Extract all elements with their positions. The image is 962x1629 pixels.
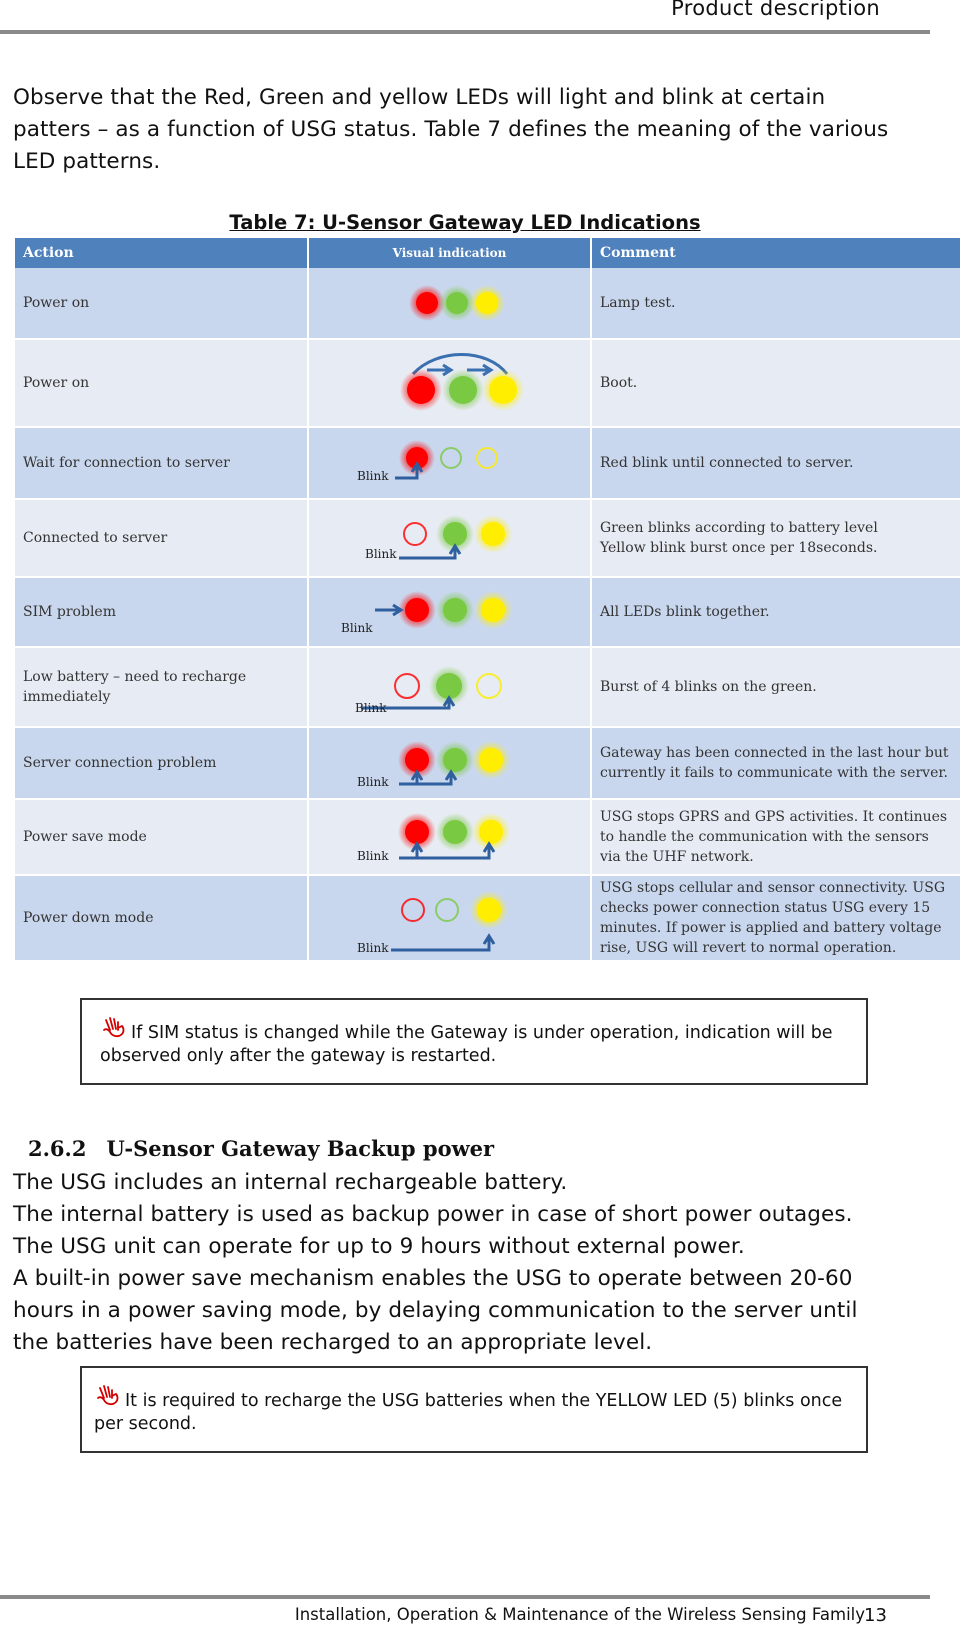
led-pattern — [309, 648, 590, 726]
red-led-off — [402, 899, 424, 921]
section-title: U-Sensor Gateway Backup power — [106, 1136, 495, 1161]
table-row — [15, 875, 961, 961]
recharge-note-text: It is required to recharge the USG batteries when the YELLOW LED (5) blinks once per second. — [94, 1391, 843, 1434]
body-line: The USG unit can operate for up to 9 hours without external power. — [13, 1234, 745, 1259]
row-action: Server connection problem — [15, 727, 308, 799]
led-pattern — [309, 876, 590, 960]
led-pattern — [309, 428, 590, 498]
visual-indication — [308, 647, 591, 727]
visual-indication — [308, 875, 591, 961]
led-pattern — [309, 728, 590, 798]
table-row — [15, 499, 961, 577]
led-pattern — [309, 340, 590, 426]
body-line: hours in a power saving mode, by delaying communication to the server until — [13, 1298, 858, 1323]
row-comment: Red blink until connected to server. — [591, 427, 961, 499]
red-led-off — [395, 674, 419, 698]
led-indicator-graphic — [309, 876, 590, 960]
visual-indication — [308, 339, 591, 427]
visual-indication — [308, 427, 591, 499]
table-row — [15, 647, 961, 727]
yellow-led-on — [489, 376, 517, 404]
table-row — [15, 799, 961, 875]
row-comment: Green blinks according to battery level Yellow blink burst once per 18seconds. — [591, 499, 961, 577]
column-header-visual: Visual indication — [308, 238, 591, 268]
led-indicator-graphic — [309, 728, 590, 798]
led-indicator-graphic — [309, 500, 590, 576]
blink-label: Blink — [341, 621, 373, 635]
green-led-on — [436, 673, 462, 699]
recharge-note-box — [80, 1366, 868, 1453]
yellow-led-off — [477, 448, 497, 468]
led-pattern — [309, 500, 590, 576]
pointing-hand-icon — [100, 1016, 128, 1044]
red-led-on — [407, 376, 435, 404]
row-comment: Boot. — [591, 339, 961, 427]
led-pattern — [309, 268, 590, 338]
red-led-on — [405, 598, 429, 622]
blink-label: Blink — [357, 469, 389, 483]
yellow-led-on — [476, 292, 498, 314]
row-action: Power on — [15, 339, 308, 427]
row-action: Connected to server — [15, 499, 308, 577]
green-led-off — [441, 448, 461, 468]
red-led-off — [404, 523, 426, 545]
blink-label: Blink — [357, 941, 389, 955]
row-comment: Lamp test. — [591, 268, 961, 339]
table-row — [15, 339, 961, 427]
row-action: Power on — [15, 268, 308, 339]
yellow-led-on — [481, 522, 505, 546]
row-comment: USG stops cellular and sensor connectivity. USG checks power connection status USG every 15 minutes. If power is applied and battery voltage rise, USG will revert to normal operation. — [591, 875, 961, 961]
column-header-action: Action — [15, 238, 308, 268]
led-indications-table — [15, 238, 962, 962]
section-number: 2.6.2 — [28, 1136, 87, 1161]
led-indicator-graphic — [309, 800, 590, 874]
green-led-on — [443, 598, 467, 622]
footer-text: Installation, Operation & Maintenance of the Wireless Sensing Family — [294, 1605, 865, 1624]
green-led-on — [449, 376, 477, 404]
section-body — [13, 1167, 913, 1359]
body-line: The USG includes an internal rechargeable battery. — [13, 1170, 568, 1195]
page-header-title: Product description — [671, 0, 880, 20]
row-comment: All LEDs blink together. — [591, 577, 961, 647]
pointing-hand-icon — [94, 1384, 122, 1412]
green-led-on — [443, 820, 467, 844]
row-action: Power down mode — [15, 875, 308, 961]
table-row — [15, 577, 961, 647]
green-led-on — [443, 522, 467, 546]
red-led-on — [416, 292, 438, 314]
intro-paragraph: Observe that the Red, Green and yellow LEDs will light and blink at certain patters – as a function of USG status. Table 7 defines the meaning of the various LED patterns. — [13, 85, 889, 174]
row-comment: Burst of 4 blinks on the green. — [591, 647, 961, 727]
led-pattern — [309, 578, 590, 646]
led-indicator-graphic — [309, 268, 590, 338]
visual-indication — [308, 577, 591, 647]
row-action: SIM problem — [15, 577, 308, 647]
page-number: 13 — [864, 1605, 887, 1626]
led-indicator-graphic — [309, 340, 590, 426]
table-row — [15, 268, 961, 339]
red-led-on — [405, 748, 429, 772]
green-led-on — [443, 748, 467, 772]
table-header-row — [15, 238, 961, 268]
red-led-on — [405, 820, 429, 844]
header-divider — [0, 30, 930, 34]
row-comment: USG stops GPRS and GPS activities. It continues to handle the communication with the sensors via the UHF network. — [591, 799, 961, 875]
sim-note-box — [80, 998, 868, 1085]
led-indicator-graphic — [309, 578, 590, 646]
table-caption: Table 7: U-Sensor Gateway LED Indications — [229, 211, 701, 234]
section-heading — [28, 1136, 494, 1161]
row-action: Low battery – need to recharge immediately — [15, 647, 308, 727]
blink-label: Blink — [357, 775, 389, 789]
blink-label: Blink — [357, 849, 389, 863]
led-indicator-graphic — [309, 648, 590, 726]
table-row — [15, 427, 961, 499]
footer-divider — [0, 1595, 930, 1599]
visual-indication — [308, 268, 591, 339]
blink-label: Blink — [365, 547, 397, 561]
led-indicator-graphic — [309, 428, 590, 498]
yellow-led-on — [479, 748, 503, 772]
row-action: Wait for connection to server — [15, 427, 308, 499]
visual-indication — [308, 499, 591, 577]
visual-indication — [308, 799, 591, 875]
body-line: the batteries have been recharged to an appropriate level. — [13, 1330, 653, 1355]
table-row — [15, 727, 961, 799]
body-line: The internal battery is used as backup power in case of short power outages. — [13, 1202, 853, 1227]
body-line: A built-in power save mechanism enables the USG to operate between 20-60 — [13, 1266, 853, 1291]
sim-note-text: If SIM status is changed while the Gateway is under operation, indication will be observed only after the gateway is restarted. — [100, 1023, 833, 1066]
yellow-led-off — [477, 674, 501, 698]
yellow-led-on — [479, 820, 503, 844]
yellow-led-on — [481, 598, 505, 622]
blink-arrow-icon — [391, 938, 489, 950]
column-header-comment: Comment — [591, 238, 961, 268]
blink-label: Blink — [355, 701, 387, 715]
yellow-led-on — [477, 898, 501, 922]
visual-indication — [308, 727, 591, 799]
green-led-off — [436, 899, 458, 921]
row-action: Power save mode — [15, 799, 308, 875]
led-pattern — [309, 800, 590, 874]
green-led-on — [446, 292, 468, 314]
row-comment: Gateway has been connected in the last hour but currently it fails to communicate with the server. — [591, 727, 961, 799]
